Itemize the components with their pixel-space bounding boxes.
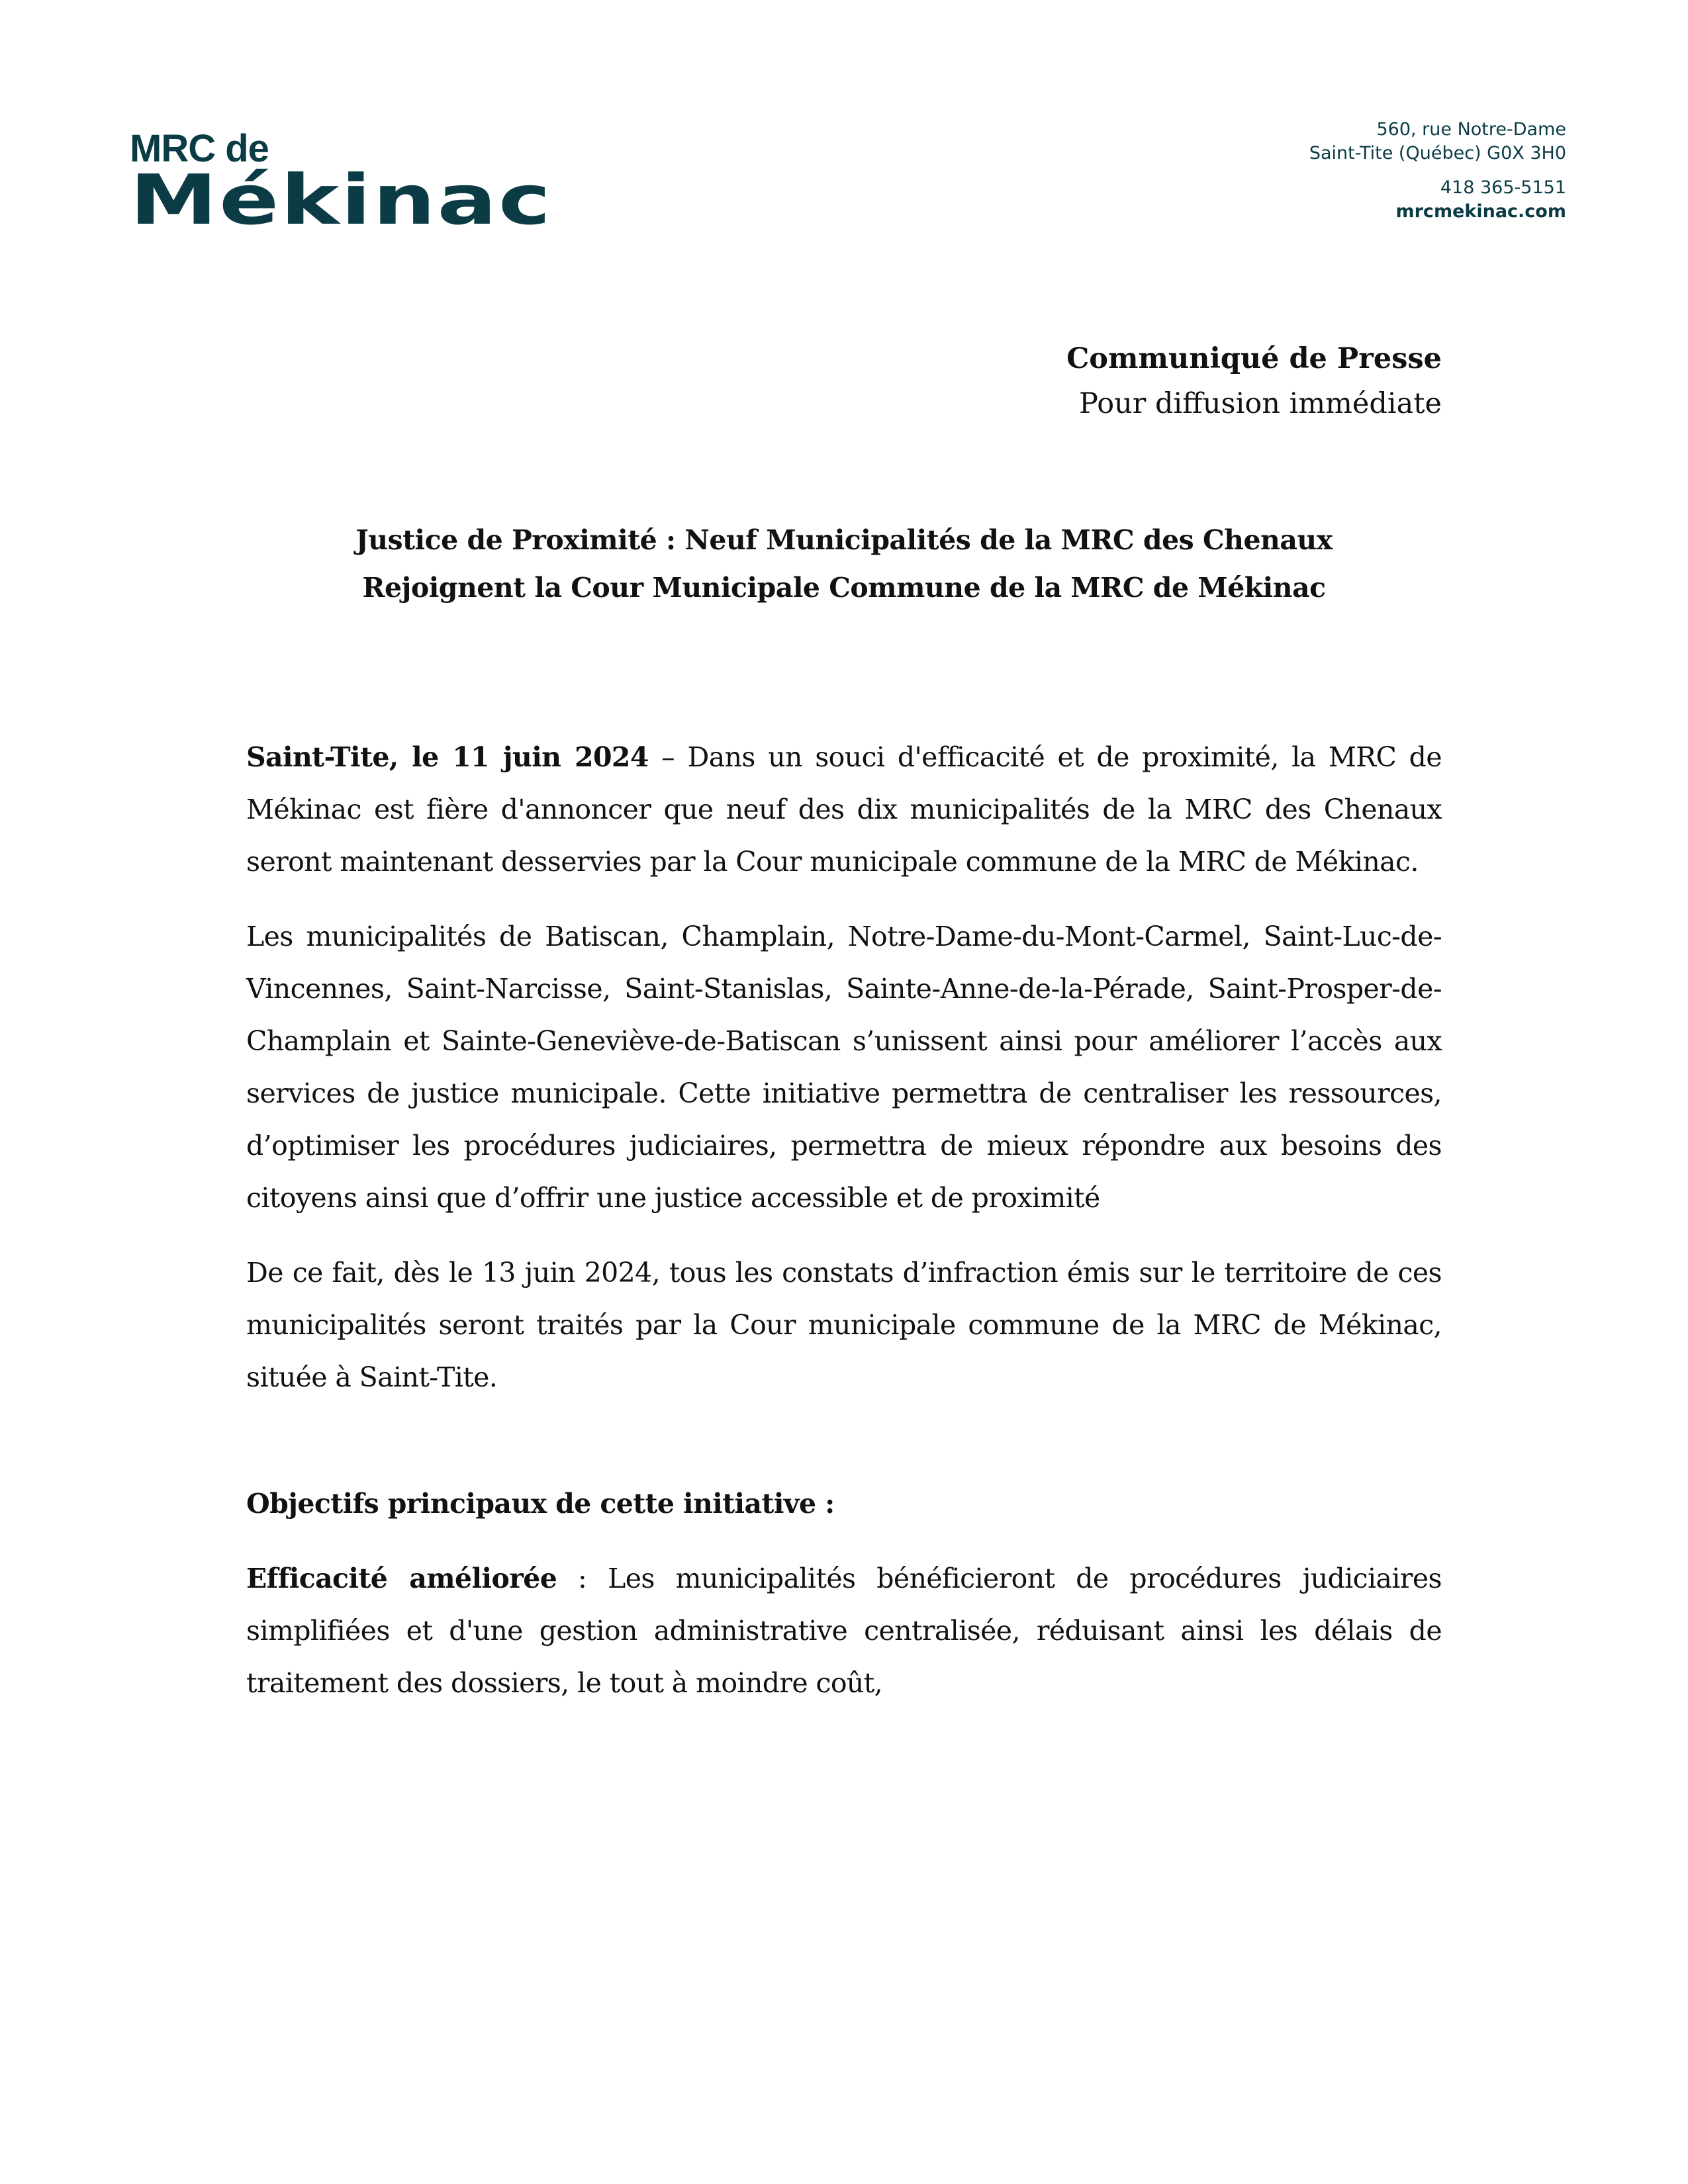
logo-text-line1: MRC de xyxy=(130,127,269,170)
document-body xyxy=(246,731,1442,1732)
website-link[interactable]: mrcmekinac.com xyxy=(1395,201,1566,222)
objectives-heading: Objectifs principaux de cette initiative : xyxy=(246,1488,835,1520)
paragraph-municipalities: Les municipalités de Batiscan, Champlain, Notre-Dame-du-Mont-Carmel, Saint-Luc-de-Vincennes, Saint-Narcisse, Saint-Stanislas, Sainte-Anne-de-la-Pérade, Saint-Prosper-de-Champlain et Sainte-Geneviève-de-Batiscan s’unissent ainsi pour améliorer l’accès aux services de justice municipale. Cette initiative permettra de centraliser les ressources, d’optimiser les procédures judiciaires, permettra de mieux répondre aux besoins des citoyens ainsi que d’offrir une justice accessible et de proximité xyxy=(246,921,1442,1214)
paragraph-intro xyxy=(246,731,1442,888)
objective-efficiency-lead: Efficacité améliorée xyxy=(246,1563,557,1594)
objective-efficiency-text: : Les municipalités bénéficieront de procédures judiciaires simplifiées et d'une gestion administrative centralisée, réduisant ainsi les délais de traitement des dossiers, le tout à moindre coût, xyxy=(246,1563,1442,1699)
press-header xyxy=(1066,336,1442,426)
contact-block xyxy=(1309,118,1566,224)
address-line2: Saint-Tite (Québec) G0X 3H0 xyxy=(1309,143,1566,163)
dateline: Saint-Tite, le 11 juin 2024 xyxy=(246,741,649,773)
title-line2: Rejoignent la Cour Municipale Commune de la MRC de Mékinac xyxy=(362,572,1326,604)
objective-efficiency xyxy=(246,1553,1442,1709)
phone-number: 418 365-5151 xyxy=(1440,177,1566,198)
logo-text-line2: Mékinac xyxy=(130,159,553,240)
release-status: Pour diffusion immédiate xyxy=(1079,387,1442,420)
address-line1: 560, rue Notre-Dame xyxy=(1376,119,1566,140)
document-title xyxy=(246,516,1442,612)
intro-text: – Dans un souci d'efficacité et de proximité, la MRC de Mékinac est fière d'annoncer que neuf des dix municipalités de la MRC des Chenaux seront maintenant desservies par la Cour municipale commune de la MRC de Mékinac. xyxy=(246,741,1442,878)
paragraph-effective-date: De ce fait, dès le 13 juin 2024, tous les constats d’infraction émis sur le territoire de ces municipalités seront traités par la Cour municipale commune de la MRC de Mékinac, située à Saint-Tite. xyxy=(246,1257,1442,1393)
title-line1: Justice de Proximité : Neuf Municipalités de la MRC des Chenaux xyxy=(355,524,1333,556)
mrc-mekinac-logo xyxy=(130,127,553,240)
press-release-type: Communiqué de Presse xyxy=(1066,342,1442,375)
contact-spacer xyxy=(1309,165,1566,176)
